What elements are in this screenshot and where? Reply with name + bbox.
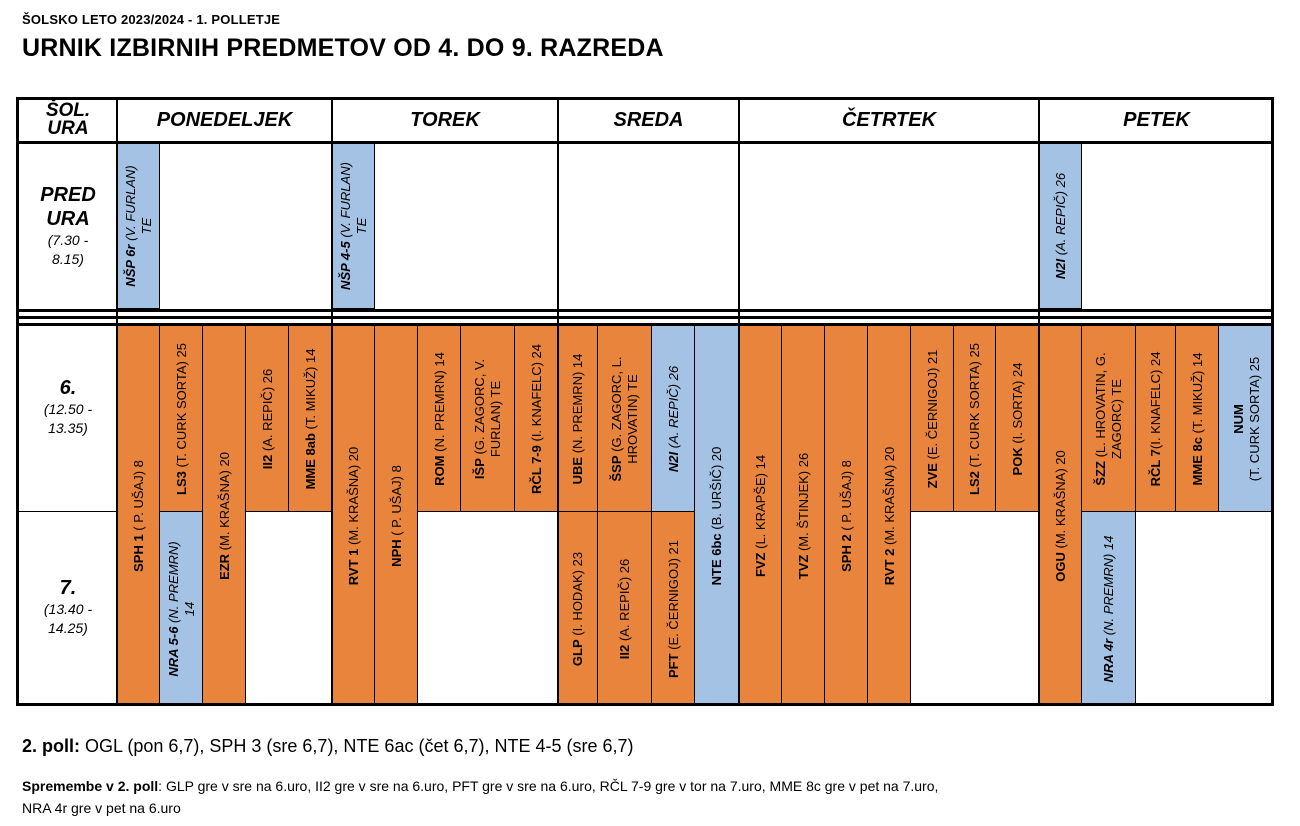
course-teacher: (L. HROVATIN, G. — [1093, 352, 1108, 462]
cell-divider — [868, 705, 911, 706]
cell-divider — [461, 511, 515, 512]
course-cell-ssp — [598, 326, 652, 512]
course-label-line — [570, 354, 586, 485]
course-code: NŠP 6r — [122, 244, 138, 287]
course-teacher: (A. REPIČ) 26 — [259, 368, 275, 455]
course-cell-rom — [418, 326, 461, 512]
course-label — [432, 352, 448, 486]
course-label — [967, 343, 983, 495]
cell-divider — [739, 705, 782, 706]
course-label — [666, 540, 682, 678]
course-cell-ogu — [1039, 326, 1082, 706]
period-time: 8.15) — [52, 251, 84, 267]
cell-divider — [1039, 308, 1082, 309]
course-teacher: (T. CURK SORTA) 25 — [967, 343, 982, 472]
course-label-line — [925, 350, 941, 489]
course-cell-glp — [558, 512, 598, 706]
cell-divider — [160, 705, 203, 706]
course-label-line — [709, 447, 725, 586]
course-label-line — [570, 552, 586, 666]
cell-divider — [374, 143, 375, 309]
course-code: N2I — [665, 451, 681, 473]
changes-label: Spremembe v 2. poll — [22, 778, 159, 794]
course-code: RČL 7-9 — [528, 445, 544, 495]
course-code: NTE 6bc — [709, 533, 724, 586]
course-teacher: ( P. UŠAJ) 8 — [130, 460, 146, 535]
cell-divider — [910, 326, 911, 706]
course-code: EZR — [216, 553, 232, 580]
course-code: ŠSP — [609, 455, 624, 482]
course-label-line — [346, 447, 362, 585]
course-code: UBE — [570, 456, 585, 485]
course-label-line — [472, 359, 488, 479]
course-code: RVT 1 — [345, 548, 361, 586]
course-code: FVZ — [752, 552, 768, 578]
course-label-line — [1247, 357, 1263, 481]
cell-divider — [1175, 326, 1176, 512]
period-name: 7. — [59, 577, 77, 599]
course-teacher: (T. MIKUŽ) 14 — [1189, 352, 1205, 438]
period-name: URA — [46, 208, 90, 230]
day-header-sreda: SREDA — [613, 108, 684, 131]
course-label-line — [1109, 352, 1125, 485]
period-7 — [19, 576, 117, 638]
course-cell-sph2 — [825, 326, 868, 706]
course-teacher: TE — [138, 217, 154, 235]
cell-divider — [867, 326, 868, 706]
course-code: NRA 5-6 — [165, 626, 181, 677]
course-teacher: (M. KRAŠNA) 20 — [216, 452, 232, 554]
course-label-line — [1190, 353, 1206, 486]
course-cell-szz — [1082, 326, 1136, 512]
cell-divider — [1136, 511, 1176, 512]
cell-divider — [117, 705, 160, 706]
course-label — [131, 460, 147, 572]
cell-divider — [996, 511, 1039, 512]
course-cell-zve — [911, 326, 954, 512]
cell-divider — [203, 705, 246, 706]
course-code: II2 — [259, 454, 275, 470]
course-code: IŠP — [472, 458, 487, 480]
cell-divider — [289, 511, 332, 512]
period-name: PRED — [40, 184, 96, 206]
course-label-line — [882, 447, 898, 585]
course-cell-nsp-4-5 — [332, 143, 375, 309]
cell-divider — [515, 511, 558, 512]
cell-divider — [694, 512, 695, 706]
course-teacher: (M. KRAŠNA) 20 — [881, 446, 897, 549]
course-label — [472, 359, 504, 479]
cell-divider — [781, 326, 782, 706]
course-code: NPH — [388, 539, 404, 567]
second-semester-text: OGL (pon 6,7), SPH 3 (sre 6,7), NTE 6ac (čet 6,7), NTE 4-5 (sre 6,7) — [80, 736, 634, 756]
course-label-line — [217, 452, 233, 580]
course-cell-rvt1 — [332, 326, 375, 706]
cell-divider — [995, 326, 996, 512]
course-code: TVZ — [795, 554, 811, 580]
course-label-line — [174, 343, 190, 495]
course-label — [1093, 352, 1125, 485]
course-label-line — [1148, 352, 1164, 487]
course-label-line — [796, 453, 812, 579]
cell-divider — [159, 326, 160, 706]
course-code: NUM — [1230, 404, 1246, 434]
course-label — [570, 354, 586, 485]
course-code: PFT — [665, 653, 681, 678]
changes-text-2: NRA 4r gre v pet na 6.uro — [22, 800, 181, 816]
course-code: II2 — [617, 644, 632, 660]
course-teacher: (N. PREMRN) 14 — [1101, 535, 1116, 639]
course-label-line — [131, 460, 147, 572]
cell-divider — [598, 511, 652, 512]
course-teacher: (A. REPIČ) 26 — [1052, 172, 1068, 259]
course-cell-ezr — [203, 326, 246, 706]
course-teacher: HROVATIN) TE — [625, 374, 640, 464]
day-header-cetrtek: ČETRTEK — [841, 108, 937, 131]
course-label — [389, 465, 405, 567]
course-label — [1053, 450, 1069, 581]
course-label — [303, 349, 319, 490]
course-label — [925, 350, 941, 489]
cell-divider — [159, 143, 160, 309]
cell-divider — [332, 705, 375, 706]
course-teacher: (T. MIKUŽ) 14 — [302, 348, 318, 434]
cell-divider — [418, 511, 461, 512]
period-6 — [19, 376, 117, 438]
course-label-line — [182, 541, 198, 676]
cell-divider — [651, 326, 652, 512]
course-label-line — [338, 162, 354, 290]
course-label — [796, 453, 812, 579]
course-label-line — [303, 349, 319, 490]
cell-divider — [953, 326, 954, 512]
course-label-line — [617, 559, 633, 659]
course-code: ZVE — [924, 463, 940, 489]
course-label-line — [389, 465, 405, 567]
course-teacher: FURLAN) TE — [488, 380, 503, 458]
course-label-line — [839, 460, 855, 572]
cell-divider — [1081, 143, 1082, 309]
course-cell-fvz — [739, 326, 782, 706]
cell-divider — [1273, 326, 1274, 512]
course-label — [260, 369, 276, 469]
day-header-torek: TOREK — [410, 108, 480, 131]
course-teacher: (I. KNAFELC) 24 — [1148, 351, 1163, 450]
course-label — [617, 559, 633, 659]
course-cell-num — [1219, 326, 1274, 512]
course-label-line — [625, 357, 641, 482]
course-code: RVT 2 — [881, 548, 897, 586]
cell-divider — [246, 511, 289, 512]
cell-divider — [652, 511, 695, 512]
double-line-base — [16, 323, 1274, 326]
course-code: GLP — [570, 639, 585, 667]
course-teacher: (G. ZAGORC, V. — [472, 358, 487, 459]
course-label-line — [1053, 173, 1069, 279]
cell-divider — [694, 326, 695, 512]
course-teacher: (A. REPIČ) 26 — [617, 558, 632, 645]
course-cell-ube — [558, 326, 598, 512]
course-cell-ii2-pon — [246, 326, 289, 512]
day-header-ponedeljek: PONEDELJEK — [156, 108, 293, 131]
cell-divider — [1082, 705, 1136, 706]
cell-divider — [911, 511, 954, 512]
course-cell-n2i-sre — [652, 326, 695, 512]
cell-divider — [557, 326, 558, 512]
timetable — [16, 97, 1274, 706]
course-label-line — [1053, 450, 1069, 581]
cell-divider — [160, 511, 203, 512]
course-code: RČL 7 — [1148, 449, 1163, 487]
course-cell-nra-5-6 — [160, 512, 203, 706]
cell-divider — [417, 326, 418, 706]
course-label — [1101, 536, 1117, 683]
cell-divider — [202, 512, 203, 706]
course-label-line — [1231, 357, 1247, 481]
corner-header — [19, 97, 117, 143]
double-line-top — [16, 309, 1274, 312]
corner-label-2: URA — [47, 118, 89, 139]
cell-divider — [558, 511, 598, 512]
course-teacher: (V. FURLAN) — [122, 165, 138, 245]
course-teacher: (M. KRAŠNA) 20 — [345, 446, 361, 549]
course-teacher: (T. CURK SORTA) 25 — [173, 343, 189, 472]
course-label — [529, 344, 545, 494]
course-cell-ls2 — [954, 326, 996, 512]
course-teacher: (N. PREMRN) — [165, 541, 181, 627]
course-code: LS2 — [967, 471, 982, 495]
course-label — [123, 165, 155, 286]
period-time: (13.40 - — [43, 601, 93, 617]
border-left — [16, 97, 19, 706]
day-header-petek: PETEK — [1123, 108, 1190, 131]
cell-divider — [695, 705, 739, 706]
course-label-line — [166, 541, 182, 676]
course-label-line — [139, 165, 155, 286]
cell-divider — [651, 512, 652, 706]
course-label-line — [666, 540, 682, 678]
course-label-line — [432, 352, 448, 486]
course-teacher: (I. KNAFELC) 24 — [528, 343, 544, 446]
border-top — [16, 97, 1274, 100]
course-label — [1231, 357, 1263, 481]
period-divider — [19, 511, 117, 512]
course-cell-mme-8c — [1176, 326, 1219, 512]
course-code: LS3 — [173, 471, 189, 495]
course-code: N2I — [1052, 258, 1068, 280]
course-cell-rcl-7 — [1136, 326, 1176, 512]
cell-divider — [1219, 511, 1274, 512]
cell-divider — [1135, 326, 1136, 512]
second-semester-label: 2. poll: — [22, 736, 80, 756]
course-teacher: (I. HODAK) 23 — [570, 551, 585, 640]
course-label — [217, 452, 233, 580]
cell-divider — [1135, 512, 1136, 706]
course-code: POK — [1009, 447, 1025, 476]
course-teacher: (T. CURK SORTA) 25 — [1246, 356, 1262, 482]
course-teacher: (M. KRAŠNA) 20 — [1052, 450, 1068, 553]
course-teacher: (E. ČERNIGOJ) 21 — [924, 349, 940, 464]
course-cell-isp — [461, 326, 515, 512]
cell-divider — [117, 308, 160, 309]
course-cell-pok — [996, 326, 1039, 512]
course-teacher: (G. ZAGORC, L. — [609, 356, 624, 456]
cell-divider — [245, 326, 246, 706]
cell-divider — [460, 326, 461, 512]
course-label — [1053, 173, 1069, 279]
cell-divider — [1218, 326, 1219, 512]
course-label-line — [123, 165, 139, 286]
header-divider — [16, 141, 1274, 144]
course-teacher: ( P. UŠAJ) 8 — [838, 460, 854, 535]
course-label — [882, 447, 898, 585]
course-code: ROM — [431, 455, 447, 486]
cell-divider — [824, 326, 825, 706]
course-label-line — [354, 162, 370, 290]
course-teacher: ( P. UŠAJ) 8 — [388, 465, 404, 540]
course-cell-nte-6bc — [695, 326, 739, 706]
cell-divider — [202, 326, 203, 512]
course-cell-n2i-pred — [1039, 143, 1082, 309]
course-code: NŠP 4-5 — [337, 241, 353, 290]
course-teacher: (N. PREMRN) 14 — [570, 353, 585, 457]
course-cell-tvz — [782, 326, 825, 706]
cell-divider — [331, 326, 332, 512]
changes-text: : GLP gre v sre na 6.uro, II2 gre v sre na 6.uro, PFT gre v sre na 6.uro, RČL 7-9 gre v tor na 7.uro, MME 8c gre v pet na 7.uro, — [158, 778, 939, 794]
course-label — [570, 552, 586, 666]
cell-divider — [1082, 511, 1136, 512]
period-name: 6. — [59, 377, 77, 399]
course-teacher: (E. ČERNIGOJ) 21 — [665, 540, 681, 654]
course-label-line — [1093, 352, 1109, 485]
course-label — [1148, 352, 1164, 487]
course-label — [839, 460, 855, 572]
course-label-line — [967, 343, 983, 495]
course-teacher: ZAGORC) TE — [1109, 379, 1124, 459]
course-label-line — [753, 455, 769, 577]
cell-divider — [1176, 511, 1219, 512]
course-cell-rcl-7-9 — [515, 326, 558, 512]
course-teacher: (B. URŠIČ) 20 — [709, 446, 724, 534]
period-time: (7.30 - — [47, 232, 89, 248]
course-code: SPH 2 — [838, 534, 854, 572]
period-time: (12.50 - — [43, 401, 93, 417]
course-label — [166, 541, 198, 676]
cell-divider — [597, 512, 598, 706]
cell-divider — [374, 326, 375, 706]
document-title: URNIK IZBIRNIH PREDMETOV OD 4. DO 9. RAZREDA — [22, 34, 664, 62]
course-teacher: 14 — [181, 601, 197, 617]
course-label — [666, 366, 682, 472]
second-semester-note — [22, 736, 634, 757]
course-code: MME 8ab — [302, 433, 318, 490]
cell-divider — [652, 705, 695, 706]
course-label-line — [488, 359, 504, 479]
period-time: 14.25) — [48, 620, 88, 636]
course-teacher: (V. FURLAN) — [337, 162, 353, 242]
course-label-line — [1010, 363, 1026, 476]
course-cell-rvt2 — [868, 326, 911, 706]
corner-label-1: ŠOL. — [45, 100, 91, 121]
changes-note — [22, 775, 1122, 819]
cell-divider — [288, 326, 289, 512]
cell-divider — [598, 705, 652, 706]
course-label — [753, 455, 769, 577]
course-code: SPH 1 — [130, 534, 146, 572]
day-divider — [116, 97, 118, 706]
course-label — [709, 447, 725, 586]
course-code: NRA 4r — [1101, 638, 1116, 683]
course-code: OGU — [1052, 552, 1068, 582]
cell-divider — [332, 308, 375, 309]
course-label — [1010, 363, 1026, 476]
course-label-line — [1101, 536, 1117, 683]
course-cell-pft — [652, 512, 695, 706]
cell-divider — [1081, 326, 1082, 706]
course-label — [338, 162, 370, 290]
cell-divider — [597, 326, 598, 512]
course-cell-nsp-6r — [117, 143, 160, 309]
course-cell-ii2-sre — [598, 512, 652, 706]
cell-divider — [825, 705, 868, 706]
course-teacher: (I. SORTA) 24 — [1009, 362, 1025, 448]
course-label — [1190, 353, 1206, 486]
cell-divider — [738, 326, 739, 706]
course-label — [174, 343, 190, 495]
course-label-line — [609, 357, 625, 482]
cell-divider — [954, 511, 996, 512]
course-teacher: (A. REPIČ) 26 — [665, 365, 681, 452]
course-label — [346, 447, 362, 585]
course-cell-sph1 — [117, 326, 160, 706]
course-code: ŠZZ — [1093, 461, 1108, 486]
course-cell-ls3 — [160, 326, 203, 512]
document-subtitle: ŠOLSKO LETO 2023/2024 - 1. POLLETJE — [22, 12, 281, 27]
course-label-line — [529, 344, 545, 494]
course-label-line — [260, 369, 276, 469]
double-line-bottom — [16, 316, 1274, 319]
course-cell-nph — [375, 326, 418, 706]
course-label-line — [666, 366, 682, 472]
course-teacher: (N. PREMRN) 14 — [431, 352, 447, 456]
course-teacher: (L. KRAPŠE) 14 — [752, 454, 768, 553]
period-pred-ura — [19, 183, 117, 269]
course-label — [609, 357, 641, 482]
course-cell-mme-8ab — [289, 326, 332, 512]
period-time: 13.35) — [48, 420, 88, 436]
course-code: MME 8c — [1189, 437, 1205, 486]
course-cell-nra-4r — [1082, 512, 1136, 706]
cell-divider — [558, 705, 598, 706]
course-teacher: TE — [353, 217, 369, 235]
course-teacher: (M. ŠTINJEK) 26 — [795, 452, 811, 555]
cell-divider — [375, 705, 418, 706]
cell-divider — [782, 705, 825, 706]
cell-divider — [1039, 705, 1082, 706]
cell-divider — [514, 326, 515, 512]
cell-divider — [1038, 326, 1039, 512]
